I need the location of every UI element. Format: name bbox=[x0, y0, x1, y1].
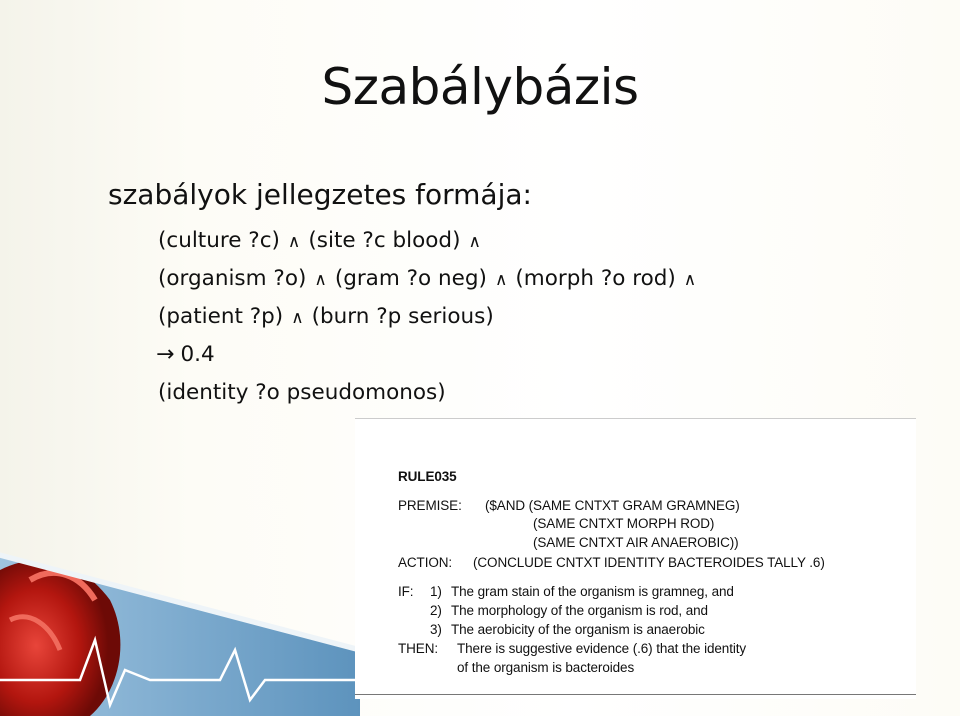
rule-line-1 bbox=[158, 226, 704, 264]
slide-subtitle: szabályok jellegzetes formája: bbox=[108, 178, 532, 211]
then-line-1: There is suggestive evidence (.6) that the identity bbox=[457, 641, 747, 656]
action-text: (CONCLUDE CNTXT IDENTITY BACTEROIDES TALLY .6) bbox=[473, 555, 825, 570]
then-label: THEN: bbox=[398, 641, 439, 656]
figure-bottom-border bbox=[355, 694, 916, 695]
condition-site: (site ?c blood) bbox=[308, 228, 461, 253]
slide-title: Szabálybázis bbox=[321, 58, 639, 116]
and-symbol: ∧ bbox=[287, 232, 301, 252]
conclusion-identity: (identity ?o pseudomonos) bbox=[158, 380, 446, 405]
and-symbol: ∧ bbox=[468, 232, 481, 252]
scanned-rule-figure bbox=[355, 418, 916, 699]
implies-arrow-icon: → bbox=[156, 342, 175, 367]
condition-patient: (patient ?p) bbox=[158, 304, 284, 329]
rule-line-5 bbox=[158, 378, 704, 416]
premise-line-3: (SAME CNTXT AIR ANAEROBIC)) bbox=[533, 535, 739, 550]
rule-name: RULE035 bbox=[398, 469, 457, 484]
rule-example bbox=[158, 226, 704, 416]
condition-culture: (culture ?c) bbox=[158, 228, 280, 253]
premise-line-1: ($AND (SAME CNTXT GRAM GRAMNEG) bbox=[485, 498, 740, 513]
then-line-2: of the organism is bacteroides bbox=[457, 660, 635, 675]
condition-morph: (morph ?o rod) bbox=[515, 266, 676, 291]
rule-line-3 bbox=[158, 302, 704, 340]
and-symbol: ∧ bbox=[683, 270, 697, 290]
if-line-1: The gram stain of the organism is gramneg, and bbox=[451, 584, 734, 599]
premise-line-2: (SAME CNTXT MORPH ROD) bbox=[533, 516, 715, 531]
condition-gram: (gram ?o neg) bbox=[334, 266, 487, 291]
and-symbol: ∧ bbox=[494, 270, 508, 290]
if-number-1: 1) bbox=[430, 584, 442, 599]
if-number-3: 3) bbox=[430, 622, 442, 637]
condition-burn: (burn ?p serious) bbox=[311, 304, 494, 329]
and-symbol: ∧ bbox=[314, 270, 327, 290]
action-label: ACTION: bbox=[398, 555, 453, 570]
if-line-2: The morphology of the organism is rod, and bbox=[451, 603, 708, 618]
condition-organism: (organism ?o) bbox=[158, 266, 307, 291]
premise-label: PREMISE: bbox=[398, 498, 462, 513]
if-line-3: The aerobicity of the organism is anaerobic bbox=[451, 622, 705, 637]
rule-line-4 bbox=[158, 340, 704, 378]
if-label: IF: bbox=[398, 584, 414, 599]
and-symbol: ∧ bbox=[291, 308, 304, 328]
certainty-value: 0.4 bbox=[180, 342, 215, 367]
rule-line-2 bbox=[158, 264, 704, 302]
if-number-2: 2) bbox=[430, 603, 442, 618]
